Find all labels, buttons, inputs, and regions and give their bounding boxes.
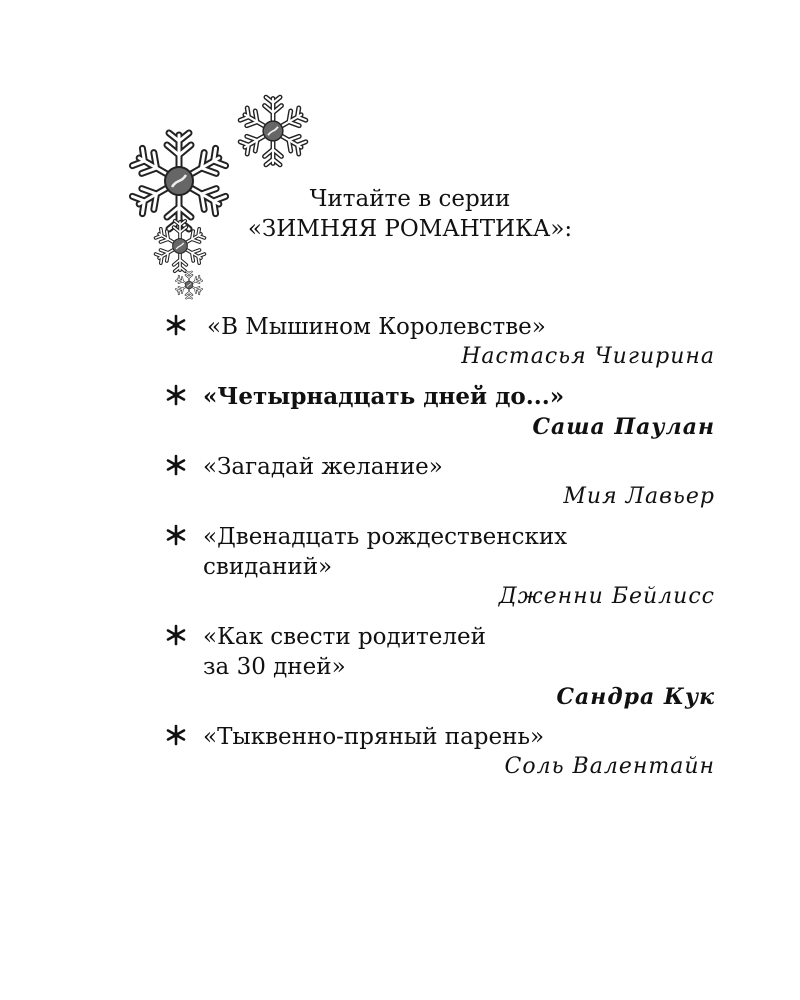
- snowflake-bullet-icon: [165, 314, 187, 336]
- book-author: Сандра Кук: [556, 684, 715, 710]
- book-author: Саша Паулан: [532, 414, 715, 440]
- book-author: Настасья Чигирина: [461, 344, 715, 369]
- book-author: Мия Лавьер: [563, 484, 715, 509]
- snowflake-bullet-icon: [165, 454, 187, 476]
- series-heading: [200, 184, 620, 244]
- snowflake-bullet-icon: [165, 724, 187, 746]
- snowflake-bullet-icon: [165, 624, 187, 646]
- book-author: Дженни Бейлисс: [498, 584, 715, 609]
- snowflake-bullet-icon: [165, 524, 187, 546]
- list-item: [165, 622, 715, 712]
- book-title: «В Мышином Королевстве»: [207, 314, 546, 340]
- list-item: [165, 452, 715, 512]
- snowflake-icon: [230, 88, 316, 174]
- book-title: «Как свести родителей за 30 дней»: [203, 624, 486, 680]
- snowflake-bullet-icon: [165, 384, 187, 406]
- snowflake-icon: [172, 268, 206, 302]
- book-title: «Двенадцать рождественских свиданий»: [203, 524, 568, 580]
- heading-line-1: Читайте в серии: [309, 186, 511, 212]
- book-title: «Четырнадцать дней до...»: [203, 383, 565, 410]
- book-title: «Тыквенно-пряный парень»: [203, 724, 545, 750]
- series-name: «ЗИМНЯЯ РОМАНТИКА»:: [247, 216, 573, 242]
- list-item: [165, 522, 715, 612]
- list-item: [165, 312, 715, 372]
- list-item: [165, 382, 715, 442]
- book-title: «Загадай желание»: [203, 454, 443, 480]
- book-author: Соль Валентайн: [504, 754, 715, 779]
- list-item: [165, 722, 715, 782]
